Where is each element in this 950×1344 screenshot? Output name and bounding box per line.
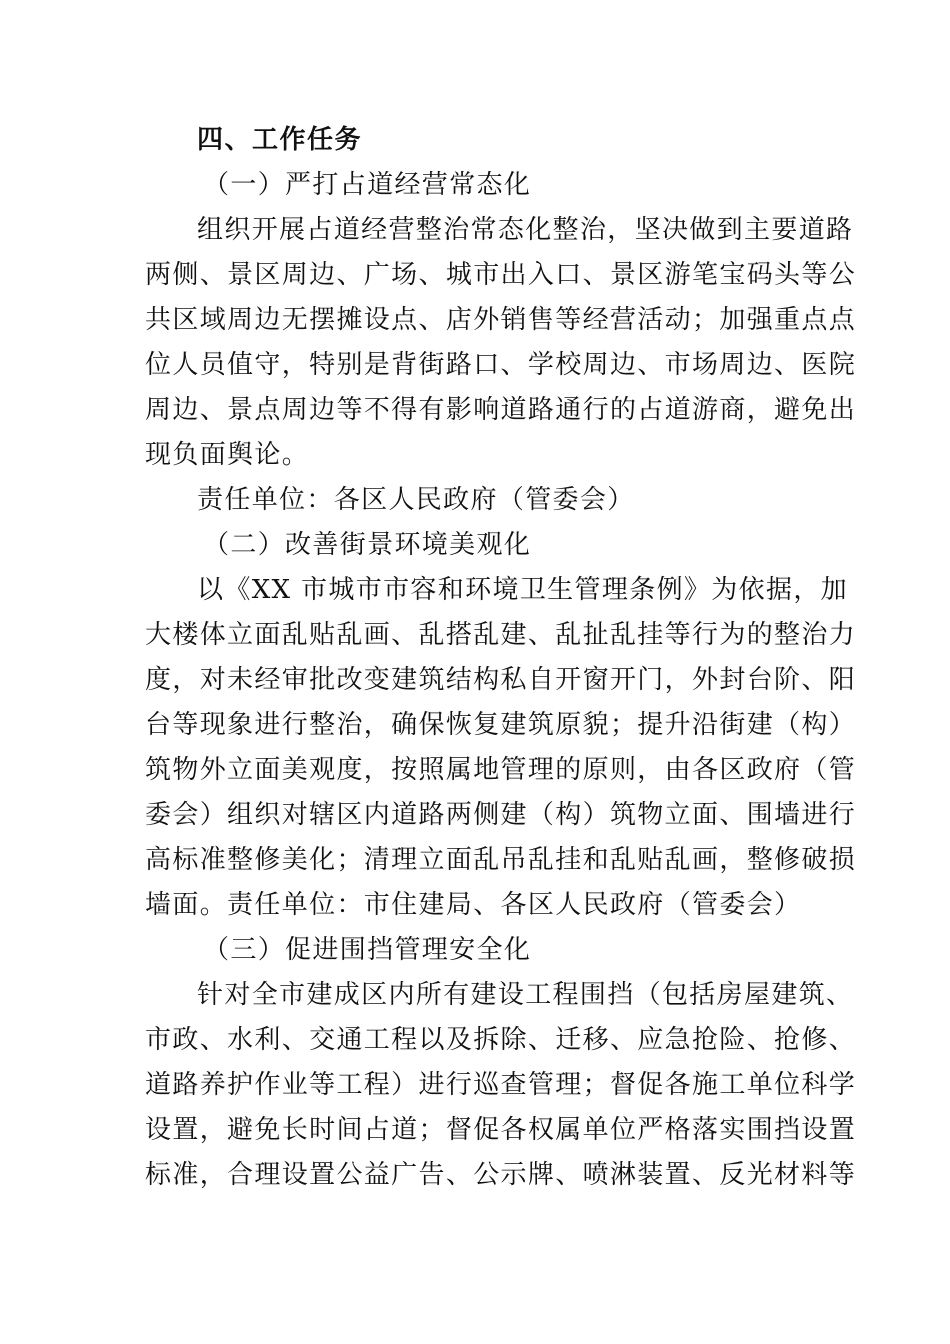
- paragraph-line: 高标准整修美化；清理立面乱吊乱挂和乱贴乱画，整修破损: [145, 845, 857, 875]
- subsection-title-2: （二）改善街景环境美观化: [203, 530, 532, 560]
- paragraph-line: 位人员值守，特别是背街路口、学校周边、市场周边、医院: [145, 350, 857, 380]
- section-heading: 四、工作任务: [197, 125, 363, 155]
- subsection-title-3: （三）促进围挡管理安全化: [203, 935, 532, 965]
- document-content: [145, 118, 857, 1198]
- paragraph-line: 周边、景点周边等不得有影响道路通行的占道游商，避免出: [145, 395, 857, 425]
- paragraph-line: 大楼体立面乱贴乱画、乱搭乱建、乱扯乱挂等行为的整治力: [145, 620, 857, 650]
- paragraph-line: 针对全市建成区内所有建设工程围挡（包括房屋建筑、: [197, 980, 854, 1010]
- paragraph-line: 委会）组织对辖区内道路两侧建（构）筑物立面、围墙进行: [145, 800, 857, 830]
- paragraph-line: 台等现象进行整治，确保恢复建筑原貌；提升沿街建（构）: [145, 710, 857, 740]
- paragraph-line: 共区域周边无摆摊设点、店外销售等经营活动；加强重点点: [145, 305, 857, 335]
- paragraph-line: 设置，避免长时间占道；督促各权属单位严格落实围挡设置: [145, 1115, 857, 1145]
- paragraph-line: 标准，合理设置公益广告、公示牌、喷淋装置、反光材料等: [145, 1160, 857, 1190]
- paragraph-line: 两侧、景区周边、广场、城市出入口、景区游笔宝码头等公: [145, 260, 857, 290]
- paragraph-line: 市政、水利、交通工程以及拆除、迁移、应急抢险、抢修、: [145, 1025, 857, 1055]
- paragraph-line: 道路养护作业等工程）进行巡查管理；督促各施工单位科学: [145, 1070, 857, 1100]
- responsible-unit-1: 责任单位：各区人民政府（管委会）: [197, 485, 635, 515]
- subsection-title-1: （一）严打占道经营常态化: [203, 170, 532, 200]
- paragraph-line: 现负面舆论。: [145, 440, 310, 470]
- paragraph-line: 筑物外立面美观度，按照属地管理的原则，由各区政府（管: [145, 755, 857, 785]
- paragraph-line: 墙面。责任单位：市住建局、各区人民政府（管委会）: [145, 890, 802, 920]
- paragraph-line: 以《XX 市城市市容和环境卫生管理条例》为依据，加: [197, 575, 849, 605]
- paragraph-line: 度，对未经审批改变建筑结构私自开窗开门，外封台阶、阳: [145, 665, 857, 695]
- paragraph-line: 组织开展占道经营整治常态化整治，坚决做到主要道路: [197, 215, 854, 245]
